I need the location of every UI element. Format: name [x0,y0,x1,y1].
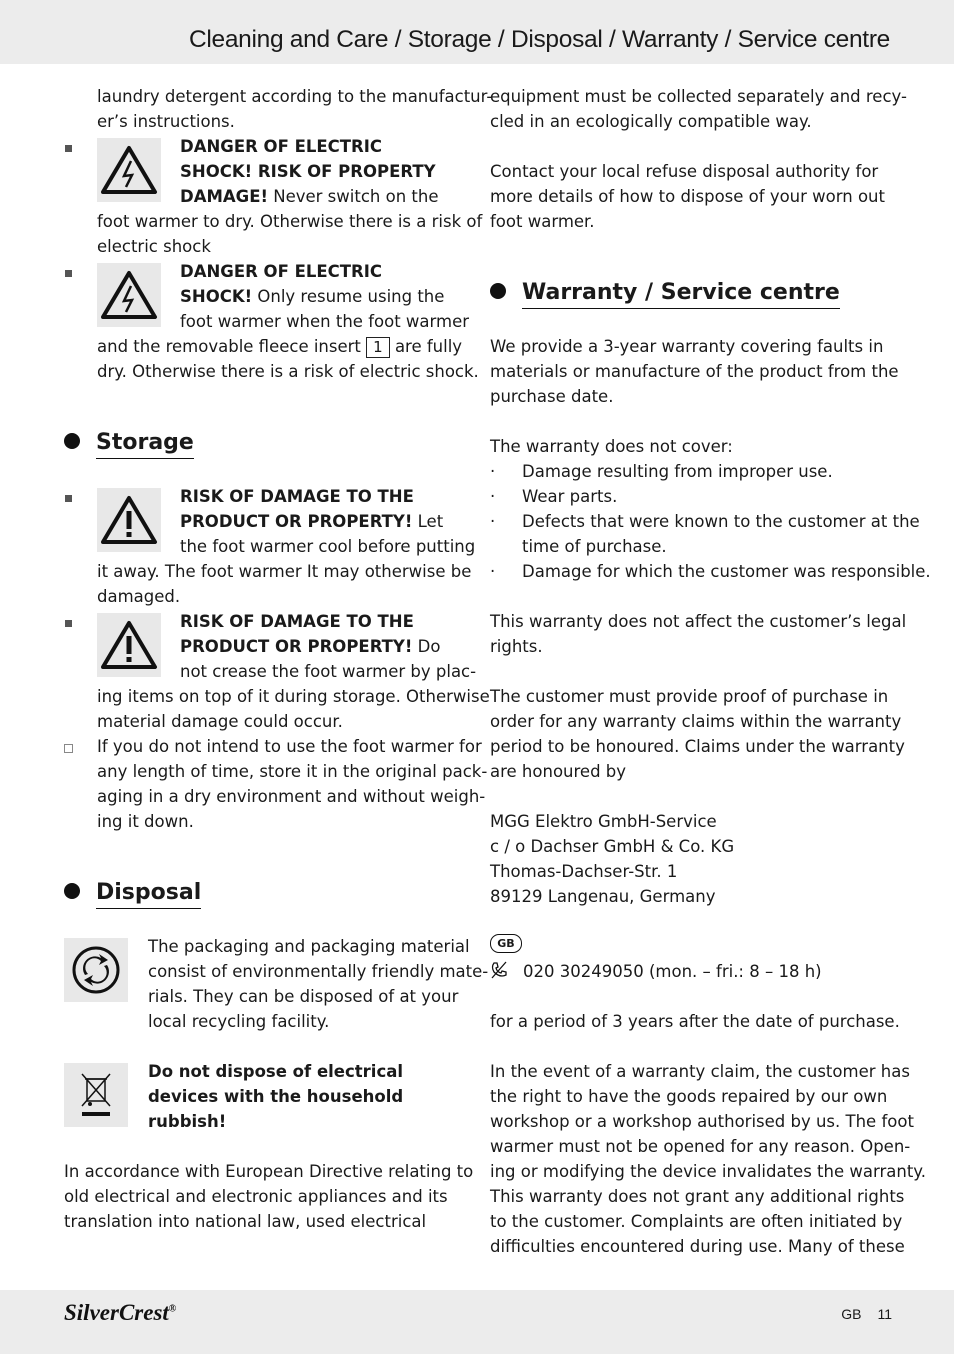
warning-electric-shock-2: DANGER OF ELECTRIC SHOCK! Only resume using the foot warmer when the foot warmer [180,262,470,331]
warranty-exclusions: The warranty does not cover: · Damage resulting from improper use. · Wear parts. · Defects that were known to the customer at the time of purchase. · Damage for which the customer was responsible. [490,434,931,584]
warning-electric-shock-1-cont: foot warmer to dry. Otherwise there is a risk of electric shock [97,212,483,256]
disposal-heading: Disposal [64,880,201,907]
proof-of-purchase-text: The customer must provide proof of purchase in order for any warranty claims within the warranty period to be honoured. Claims under the warranty are honoured by [490,687,905,781]
page-header [0,0,954,64]
heading-dot-icon [64,883,80,899]
bullet-icon [65,495,72,502]
caution-warning-icon [97,488,161,552]
intro-text: laundry detergent according to the manufactur- er’s instructions. [97,87,493,131]
page-info [825,1306,892,1322]
heading-dot-icon [490,283,506,299]
electric-warning-icon [97,263,161,327]
list-item: · Wear parts. [490,487,618,506]
service-address: MGG Elektro GmbH-Service c / o Dachser GmbH & Co. KG Thomas-Dachser-Str. 1 89129 Langenau, Germany [490,812,735,906]
page-title: Cleaning and Care / Storage / Disposal / Warranty / Service centre [188,26,890,53]
bullet-icon [65,270,72,277]
legal-rights-text: This warranty does not affect the customer’s legal rights. [490,612,907,656]
phone-icon [490,961,508,984]
bullet-icon [65,145,72,152]
warning-damage-1: RISK OF DAMAGE TO THE PRODUCT OR PROPERTY! Let the foot warmer cool before putting [180,487,476,556]
warning-damage-2: RISK OF DAMAGE TO THE PRODUCT OR PROPERTY! Do not crease the foot warmer by plac- [180,612,477,681]
list-item: · Damage for which the customer was responsible. [490,562,931,581]
crossed-bin-icon [64,1063,128,1127]
hotline-period: for a period of 3 years after the date of purchase. [490,1012,900,1031]
language-code: GB [841,1306,862,1322]
storage-heading: Storage [64,430,194,457]
list-item: time of purchase. [522,537,667,556]
list-item: · Damage resulting from improper use. [490,462,833,481]
warning-damage-2-cont: ing items on top of it during storage. Otherwise material damage could occur. [97,687,490,731]
brand-logo: SilverCrest® [64,1300,177,1325]
page-footer [0,1290,954,1354]
disposal-authority-text: Contact your local refuse disposal authority for more details of how to dispose of your worn out foot warmer. [490,162,885,231]
warning-damage-1-cont: it away. The foot warmer It may otherwise be damaged. [97,562,472,606]
country-badge: GB [490,934,522,953]
electric-warning-icon [97,138,161,202]
page-number: 11 [877,1306,892,1322]
warning-electric-shock-2-cont: and the removable fleece insert 1 are fully dry. Otherwise there is a risk of electric shock. [97,337,479,381]
note-box-icon [64,744,73,753]
hotline-number: 020 30249050 (mon. – fri.: 8 – 18 h) [523,962,822,981]
warranty-claim-text: In the event of a warranty claim, the customer has the right to have the goods repaired by our own workshop or a workshop authorised by us. The foot warmer must not be opened for any reason. Open- ing or modifying the device invalidates the warranty. This warranty does not grant any additional rights to the customer. Complaints are often initiated by difficulties encountered during use. Many of these [490,1062,926,1256]
green-dot-recycling-icon [64,938,128,1002]
storage-note: If you do not intend to use the foot warmer for any length of time, store it in the original pack- aging in a dry environment and without weigh- ing it down. [97,737,488,831]
caution-warning-icon [97,613,161,677]
part-reference: 1 [366,337,390,358]
list-item: · Defects that were known to the customer at the [490,512,920,531]
warranty-heading: Warranty / Service centre [490,280,840,307]
disposal-text-cont: equipment must be collected separately and recy- cled in an ecologically compatible way. [490,87,907,131]
heading-dot-icon [64,433,80,449]
directive-text: In accordance with European Directive relating to old electrical and electronic appliances and its translation into national law, used electrical [64,1162,474,1231]
weee-warning: Do not dispose of electrical devices with the household rubbish! [148,1062,404,1131]
warning-electric-shock-1: DANGER OF ELECTRIC SHOCK! RISK OF PROPERTY DAMAGE! Never switch on the [180,137,439,206]
recycling-text: The packaging and packaging material consist of environmentally friendly mate- rials. They can be disposed of at your local recycling facility. [148,937,489,1031]
bullet-icon [65,620,72,627]
warranty-intro: We provide a 3-year warranty covering faults in materials or manufacture of the product from the purchase date. [490,337,899,406]
